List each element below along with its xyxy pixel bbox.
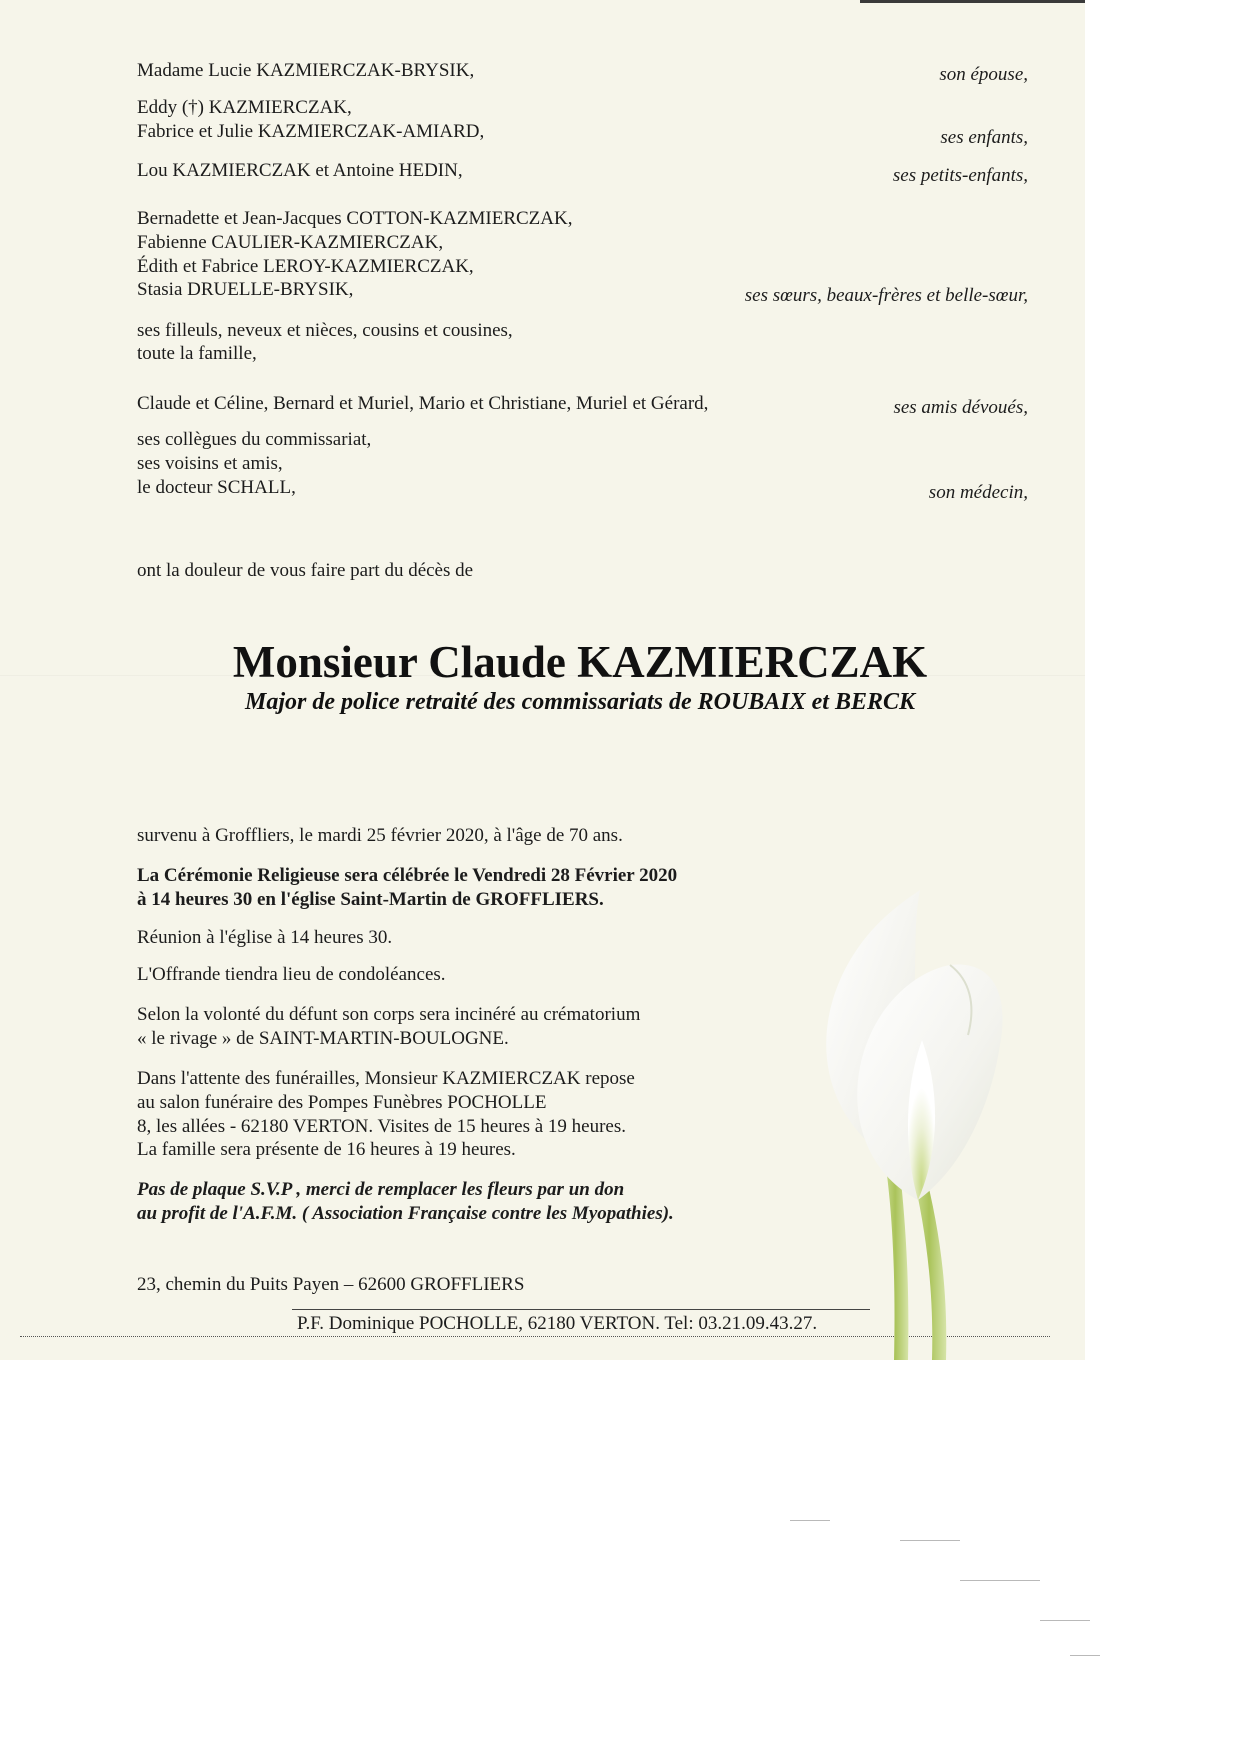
- flowers-line: Pas de plaque S.V.P , merci de remplacer les fleurs par un don: [137, 1179, 625, 1200]
- mourner-relation: ses amis dévoués,: [893, 397, 1028, 418]
- funeral-director: P.F. Dominique POCHOLLE, 62180 VERTON. Tel: 03.21.09.43.27.: [297, 1313, 818, 1334]
- scan-edge: [860, 0, 1085, 3]
- mourner-line: Stasia DRUELLE-BRYSIK,: [137, 279, 354, 300]
- mourner-line: ses collègues du commissariat,: [137, 429, 372, 450]
- deceased-title: Major de police retraité des commissariats de ROUBAIX et BERCK: [244, 689, 916, 715]
- mourner-line: Eddy (†) KAZMIERCZAK,: [137, 97, 352, 118]
- mourner-line: Claude et Céline, Bernard et Muriel, Mario et Christiane, Muriel et Gérard,: [137, 393, 709, 414]
- mourner-line: Édith et Fabrice LEROY-KAZMIERCZAK,: [137, 256, 474, 277]
- scan-speck: [1070, 1655, 1100, 1656]
- scan-speck: [790, 1520, 830, 1521]
- mourner-line: Fabrice et Julie KAZMIERCZAK-AMIARD,: [137, 121, 485, 142]
- mourner-relation: son épouse,: [939, 64, 1028, 85]
- death-notice: survenu à Groffliers, le mardi 25 février 2020, à l'âge de 70 ans.: [137, 825, 623, 846]
- offering-notice: L'Offrande tiendra lieu de condoléances.: [137, 964, 446, 985]
- mourner-line: Madame Lucie KAZMIERCZAK-BRYSIK,: [137, 60, 475, 81]
- funeral-home-line: La famille sera présente de 16 heures à 19 heures.: [137, 1139, 516, 1160]
- mourner-line: toute la famille,: [137, 343, 257, 364]
- mourner-relation: son médecin,: [928, 482, 1028, 503]
- mourner-relation: ses sœurs, beaux-frères et belle-sœur,: [744, 285, 1028, 306]
- mourner-line: Lou KAZMIERCZAK et Antoine HEDIN,: [137, 160, 463, 181]
- funeral-home-line: au salon funéraire des Pompes Funèbres POCHOLLE: [137, 1092, 547, 1113]
- footer-rule: [292, 1309, 870, 1310]
- funeral-home-line: Dans l'attente des funérailles, Monsieur KAZMIERCZAK repose: [137, 1068, 635, 1089]
- announcement-text: ont la douleur de vous faire part du décès de: [137, 560, 474, 581]
- mourner-relation: ses enfants,: [940, 127, 1028, 148]
- mourner-line: ses filleuls, neveux et nièces, cousins et cousines,: [137, 320, 513, 341]
- calla-lily-icon: [800, 870, 1050, 1360]
- cremation-line: Selon la volonté du défunt son corps sera incinéré au crématorium: [137, 1004, 641, 1025]
- mourner-line: Fabienne CAULIER-KAZMIERCZAK,: [137, 232, 444, 253]
- mourner-line: ses voisins et amis,: [137, 453, 283, 474]
- scan-speck: [960, 1580, 1040, 1581]
- mourner-relation: ses petits-enfants,: [892, 165, 1028, 186]
- flowers-line: au profit de l'A.F.M. ( Association Française contre les Myopathies).: [137, 1203, 674, 1224]
- mourner-line: le docteur SCHALL,: [137, 477, 296, 498]
- ceremony-line: à 14 heures 30 en l'église Saint-Martin de GROFFLIERS.: [137, 889, 604, 910]
- cremation-line: « le rivage » de SAINT-MARTIN-BOULOGNE.: [137, 1028, 509, 1049]
- mourner-line: Bernadette et Jean-Jacques COTTON-KAZMIERCZAK,: [137, 208, 573, 229]
- scan-speck: [1040, 1620, 1090, 1621]
- meeting-notice: Réunion à l'église à 14 heures 30.: [137, 927, 393, 948]
- funeral-home-line: 8, les allées - 62180 VERTON. Visites de 15 heures à 19 heures.: [137, 1116, 626, 1137]
- deceased-name: Monsieur Claude KAZMIERCZAK: [232, 637, 928, 687]
- ceremony-line: La Cérémonie Religieuse sera célébrée le Vendredi 28 Février 2020: [137, 865, 678, 886]
- scan-speck: [900, 1540, 960, 1541]
- family-address: 23, chemin du Puits Payen – 62600 GROFFLIERS: [137, 1274, 525, 1295]
